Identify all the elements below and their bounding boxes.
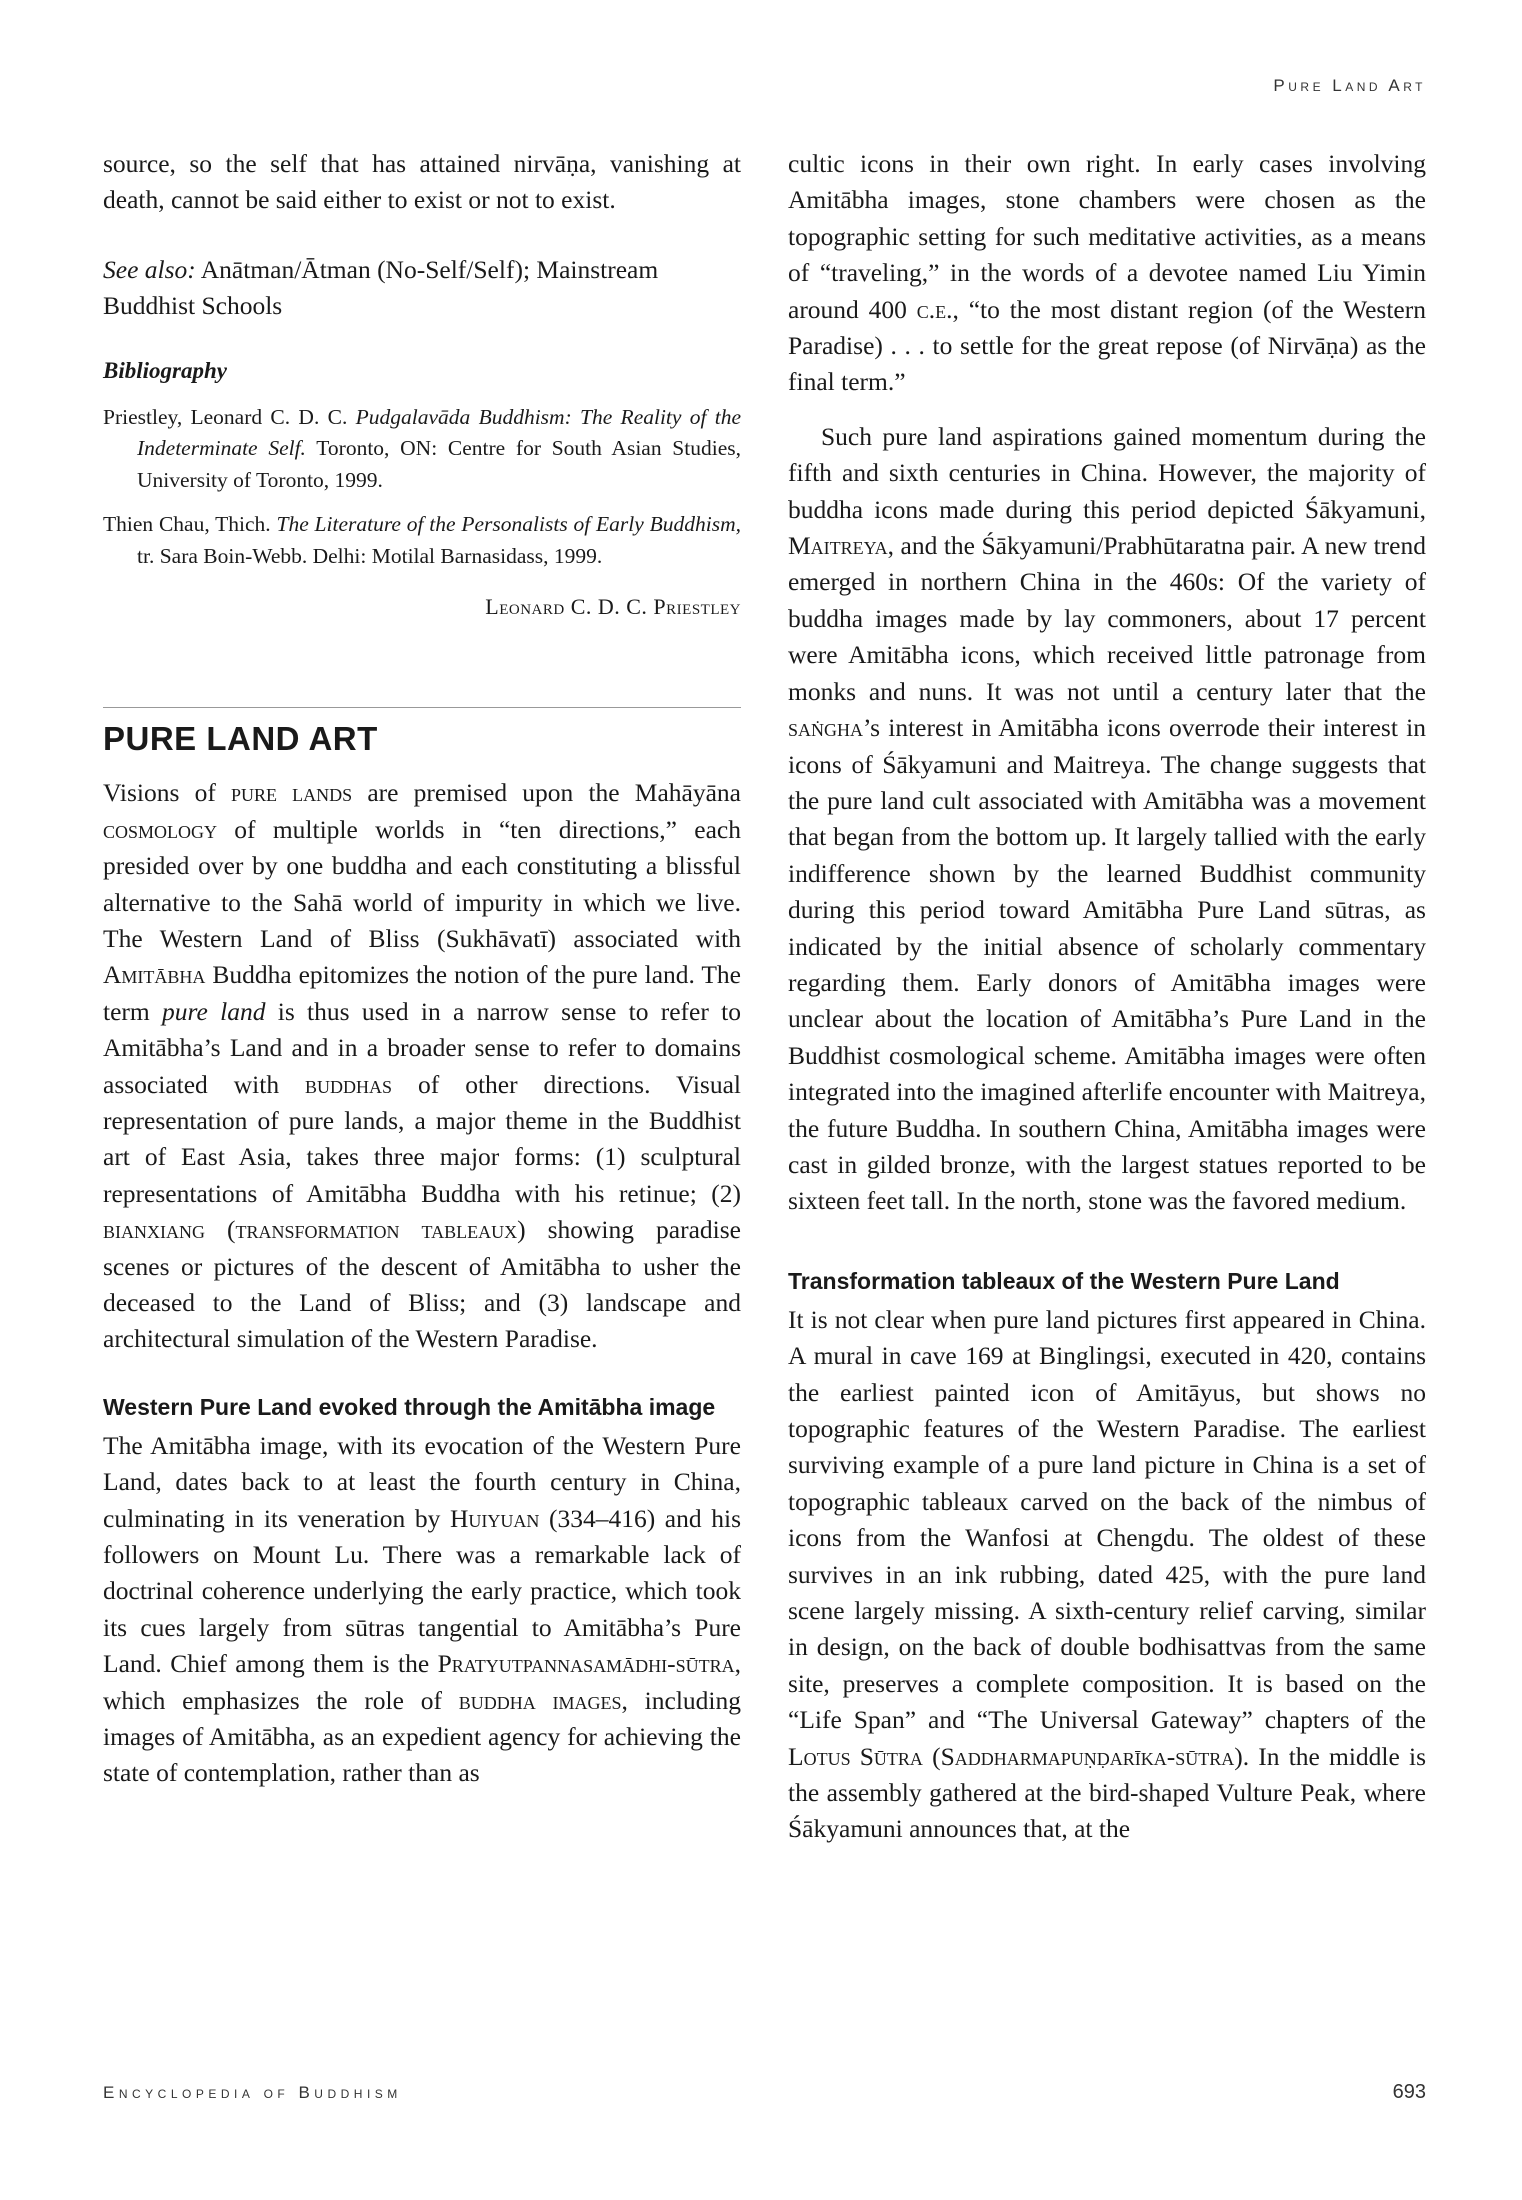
see-also	[103, 252, 741, 324]
body-paragraph: Such pure land aspirations gained momentum during the fifth and sixth centuries in China. However, the majority of buddha icons made during this period depicted Śākyamuni, Maitreya, and the Śākyamuni/Prabhūtaratna pair. A new trend emerged in northern China in the 460s: Of the variety of buddha images made by lay commoners, about 17 percent were Amitābha icons, which received little patronage from monks and nuns. It was not until a century later that the saṅgha’s interest in Amitābha icons overrode their interest in icons of Śākyamuni and Maitreya. The change suggests that the pure land cult associated with Amitābha was a movement that began from the bottom up. It largely tallied with the early indifference shown by the learned Buddhist community during this period toward Amitābha Pure Land sūtras, as indicated by the initial absence of scholarly commentary regarding them. Early donors of Amitābha images were unclear about the location of Amitābha’s Pure Land in the Buddhist cosmological scheme. Amitābha images were often integrated into the imagined afterlife encounter with Maitreya, the future Buddha. In southern China, Amitābha images were cast in gilded bronze, with the largest statues reported to be sixteen feet tall. In the north, stone was the favored medium.	[788, 421, 1426, 1216]
see-also-label: See also:	[103, 254, 196, 284]
cross-reference[interactable]: Pratyutpannasamādhi-sūtra,	[437, 1649, 741, 1679]
cross-reference[interactable]: Huiyuan	[449, 1503, 540, 1533]
right-column	[788, 146, 1426, 1848]
cross-reference[interactable]: buddha images	[458, 1685, 622, 1715]
cross-reference[interactable]: Lotus Sūtra (Saddharmapuṇḍarīka-sūtra)	[788, 1741, 1243, 1771]
cross-reference[interactable]: bianxiang (transformation tableaux)	[103, 1215, 526, 1245]
cross-reference[interactable]: Maitreya	[788, 531, 888, 561]
bibliography-entry: Thien Chau, Thich. The Literature of the Personalists of Early Buddhism, tr. Sara Boin-Webb. Delhi: Motilal Barnasidass, 1999.	[103, 512, 741, 568]
page-number: 693	[1392, 2081, 1426, 2103]
cross-reference[interactable]: Amitābha	[103, 960, 206, 990]
entry-divider	[103, 707, 741, 708]
bibliography-heading: Bibliography	[103, 357, 227, 383]
intro-paragraph: Visions of pure lands are premised upon the Mahāyāna cosmology of multiple worlds in “ten directions,” each presided over by one buddha and each constituting a blissful alternative to the Sahā world of impurity in which we live. The Western Land of Bliss (Sukhāvatī) associated with Amitābha Buddha epitomizes the notion of the pure land. The term pure land is thus used in a narrow sense to refer to Amitābha’s Land and in a broader sense to refer to domains associated with buddhas of other directions. Visual representation of pure lands, a major theme in the Buddhist art of East Asia, takes three major forms: (1) sculptural representations of Amitābha Buddha with his retinue; (2) bianxiang (transformation tableaux) showing paradise scenes or pictures of the descent of Amitābha to usher the deceased to the Land of Bliss; and (3) landscape and architectural simulation of the Western Paradise.	[103, 778, 742, 1354]
see-also-links[interactable]: Anātman/Ātman (No-Self/Self); Mainstream Buddhist Schools	[103, 254, 659, 320]
cross-reference[interactable]: saṅgha	[788, 713, 864, 743]
section-heading: Western Pure Land evoked through the Amitābha image	[103, 1393, 716, 1420]
entry-title: PURE LAND ART	[103, 720, 378, 758]
bibliography-entry: Priestley, Leonard C. D. C. Pudgalavāda Buddhism: The Reality of the Indeterminate Self. Toronto, ON: Centre for South Asian Studies, University of Toronto, 1999.	[103, 404, 742, 492]
section-heading: Transformation tableaux of the Western Pure Land	[788, 1267, 1340, 1294]
section-paragraph: The Amitābha image, with its evocation of the Western Pure Land, dates back to at least the fourth century in China, culminating in its veneration by Huiyuan (334–416) and his followers on Mount Lu. There was a remarkable lack of doctrinal coherence underlying the early practice, which took its cues largely from sūtras tangential to Amitābha’s Pure Land. Chief among them is the Pratyutpannasamādhi-sūtra, which emphasizes the role of buddha images, including images of Amitābha, as an expedient agency for achieving the state of contemplation, rather than as	[103, 1430, 741, 1788]
continuation-paragraph: cultic icons in their own right. In early cases involving Amitābha images, stone chambers were chosen as the topographic setting for such meditative activities, as a means of “traveling,” in the words of a devotee named Liu Yimin around 400 c.e., “to the most distant region (of the Western Paradise) . . . to settle for the great repose (of Nirvāṇa) as the final term.”	[788, 149, 1426, 397]
section-paragraph: It is not clear when pure land pictures first appeared in China. A mural in cave 169 at Binglingsi, executed in 420, contains the earliest painted icon of Amitāyus, but shows no topographic features of the Western Paradise. The earliest surviving example of a pure land picture in China is a set of topographic tableaux carved on the back of the nimbus of icons from the Wanfosi at Chengdu. The oldest of these survives in an ink rubbing, dated 425, with the pure land scene largely missing. A sixth-century relief carving, similar in design, on the back of double bodhisattvas from the same site, preserves a complete composition. It is based on the “Life Span” and “The Universal Gateway” chapters of the Lotus Sūtra (Saddharmapuṇḍarīka-sūtra). In the middle is the assembly gathered at the bird-shaped Vulture Peak, where Śākyamuni announces that, at the	[788, 1304, 1426, 1844]
left-column	[103, 146, 741, 1792]
running-head: Pure Land Art	[1273, 76, 1426, 95]
cross-reference[interactable]: pure lands	[231, 778, 353, 808]
contributor-signature: Leonard C. D. C. Priestley	[485, 594, 741, 620]
cross-reference[interactable]: cosmology	[103, 814, 218, 844]
publication-footer: Encyclopedia of Buddhism	[103, 2083, 402, 2102]
cross-reference[interactable]: buddhas	[305, 1069, 393, 1099]
continuation-paragraph: source, so the self that has attained nirvāṇa, vanishing at death, cannot be said either to exist or not to exist.	[103, 149, 741, 215]
